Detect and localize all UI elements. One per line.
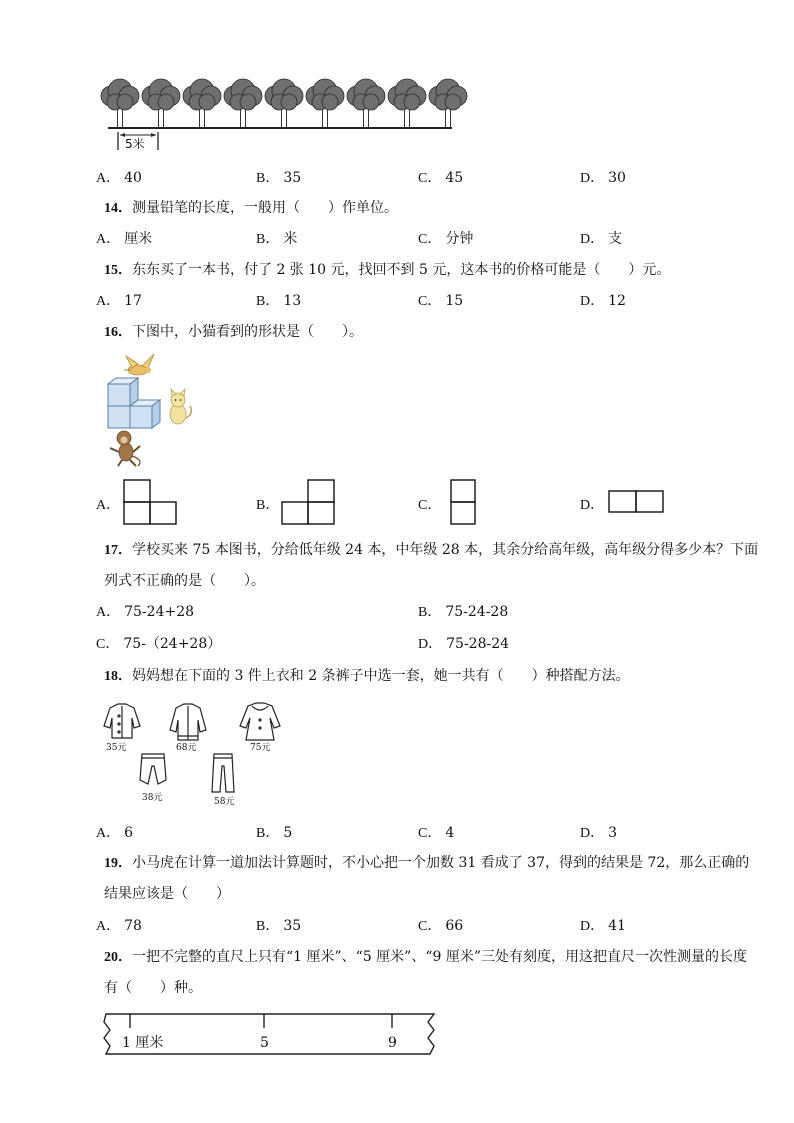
tree-icon: [183, 79, 221, 128]
monkey-icon: [110, 431, 140, 466]
q13-option-c[interactable]: C． 45: [418, 170, 464, 186]
ruler-label-9: 9: [388, 1035, 397, 1051]
price-label-5: 58元: [214, 797, 235, 807]
q18-text: 18．妈妈想在下面的 3 件上衣和 2 条裤子中选一套，她一共有（ ）种搭配方法。: [104, 668, 630, 684]
price-label-3: 75元: [250, 743, 271, 753]
tree-icon: [347, 79, 385, 128]
q18-option-a[interactable]: A． 6: [96, 825, 134, 841]
broken-ruler-figure: [100, 1010, 440, 1060]
q16-option-d[interactable]: D．: [580, 498, 605, 513]
scale-label: 5米: [125, 137, 145, 151]
q17-option-b[interactable]: B． 75-24-28: [418, 604, 509, 620]
q19-option-d[interactable]: D． 41: [580, 918, 626, 934]
shape-option-b: [280, 478, 338, 526]
q19-text-line1: 19．小马虎在计算一道加法计算题时，不小心把一个加数 31 看成了 37，得到的结果是 72，那么正确的: [104, 855, 750, 871]
shape-option-c: [449, 478, 479, 526]
q18-option-d[interactable]: D． 3: [580, 825, 618, 841]
q15-text: 15．东东买了一本书，付了 2 张 10 元，找回不到 5 元，这本书的价格可能是（ ）元。: [104, 262, 671, 278]
q17-text-line1: 17．学校买来 75 本图书，分给低年级 24 本，中年级 28 本，其余分给高年级，高年级分得多少本？下面: [104, 542, 759, 558]
q19-option-c[interactable]: C． 66: [418, 918, 464, 934]
q14-option-d[interactable]: D． 支: [580, 231, 623, 247]
pants-1-icon: [140, 754, 166, 784]
price-label-2: 68元: [176, 743, 197, 753]
tree-row-figure: [100, 80, 480, 152]
coat-3-icon: [240, 703, 280, 740]
q14-option-c[interactable]: C． 分钟: [418, 231, 474, 247]
q19-option-b[interactable]: B． 35: [256, 918, 302, 934]
cube-view-figure: [104, 352, 200, 468]
q13-option-a[interactable]: A． 40: [96, 170, 142, 186]
q15-option-b[interactable]: B． 13: [256, 293, 302, 309]
price-label-1: 35元: [106, 743, 127, 753]
q17-option-d[interactable]: D． 75-28-24: [418, 636, 510, 652]
q15-option-c[interactable]: C． 15: [418, 293, 464, 309]
bird-icon: [124, 354, 154, 375]
tree-icon: [101, 79, 139, 128]
tree-icon: [265, 79, 303, 128]
cat-icon: [170, 389, 191, 424]
tree-icon: [142, 79, 180, 128]
q18-option-b[interactable]: B． 5: [256, 825, 293, 841]
q15-option-a[interactable]: A． 17: [96, 293, 142, 309]
jacket-1-icon: [104, 704, 140, 738]
q17-text-line2: 列式不正确的是（ ）。: [104, 573, 265, 589]
tree-icon: [224, 79, 262, 128]
q20-text-line2: 有（ ）种。: [104, 980, 202, 996]
clothing-figure: [98, 700, 288, 808]
q16-option-c[interactable]: C．: [418, 498, 442, 513]
q14-text: 14．测量铅笔的长度，一般用（ ）作单位。: [104, 200, 398, 216]
q13-option-b[interactable]: B． 35: [256, 170, 302, 186]
q13-option-d[interactable]: D． 30: [580, 170, 626, 186]
q15-option-d[interactable]: D． 12: [580, 293, 626, 309]
q17-option-c[interactable]: C． 75-（24+28）: [96, 636, 222, 652]
q20-text-line1: 20．一把不完整的直尺上只有“1 厘米”、“5 厘米”、“9 厘米”三处有刻度，用这把直尺一次性测量的长度: [104, 949, 748, 965]
jacket-2-icon: [170, 704, 206, 740]
q19-text-line2: 结果应该是（ ）: [104, 886, 230, 902]
tree-icon: [306, 79, 344, 128]
q16-option-b[interactable]: B．: [256, 498, 280, 513]
q16-option-a[interactable]: A．: [96, 498, 121, 513]
price-label-4: 38元: [142, 793, 163, 803]
tree-icon: [429, 79, 467, 128]
shape-option-a: [122, 478, 180, 526]
q17-option-a[interactable]: A． 75-24+28: [96, 604, 195, 620]
pants-2-icon: [212, 754, 234, 792]
q14-option-a[interactable]: A． 厘米: [96, 231, 153, 247]
q18-option-c[interactable]: C． 4: [418, 825, 455, 841]
ruler-label-1cm: 1 厘米: [122, 1035, 164, 1051]
q14-option-b[interactable]: B． 米: [256, 231, 298, 247]
tree-icon: [388, 79, 426, 128]
ruler-label-5: 5: [260, 1035, 269, 1051]
shape-option-d: [607, 489, 667, 515]
q16-text: 16．下图中，小猫看到的形状是（ ）。: [104, 324, 363, 340]
q19-option-a[interactable]: A． 78: [96, 918, 142, 934]
